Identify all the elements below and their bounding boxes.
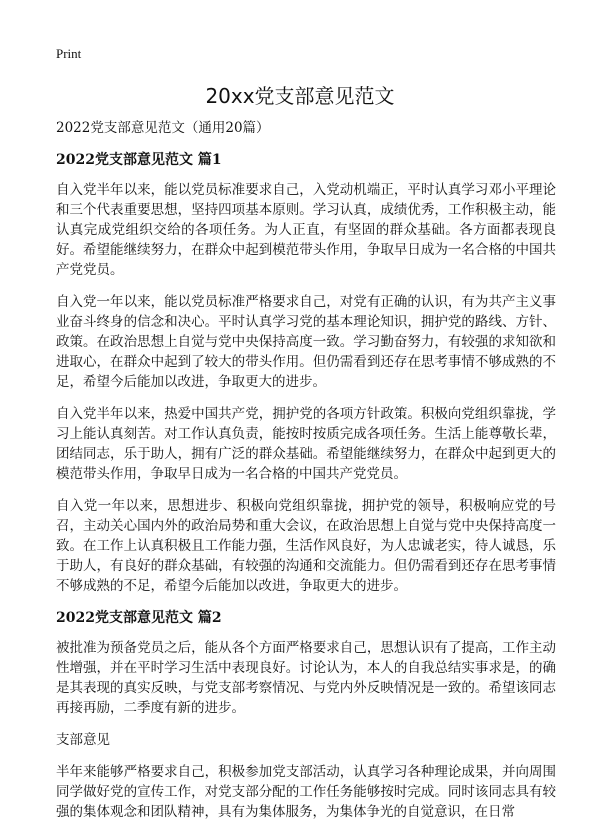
branch-opinion-label: 支部意见 bbox=[56, 732, 110, 748]
section-1-paragraph: 自入党一年以来，思想进步、积极向党组织靠拢，拥护党的领导，积极响应党的号召，主动关心国内外的政治局势和重大会议，在政治思想上自觉与党中央保持高度一致。在工作上认真积极且工作能力强，生活作风良好，为人忠诚老实，待人诚恳，乐于助人，有良好的群众基础，有较强的沟通和交流能力。但仍需看到还存在思考事情不够成熟的不足，希望今后能加以改进，争取更大的进步。 bbox=[56, 498, 556, 594]
document-title: 20xx党支部意见范文 bbox=[205, 84, 395, 108]
document-subtitle: 2022党支部意见范文（通用20篇） bbox=[56, 120, 270, 136]
section-1-paragraph: 自入党半年以来，能以党员标准要求自己，入党动机端正，平时认真学习邓小平理论和三个代表重要思想，坚持四项基本原则。学习认真，成绩优秀，工作积极主动，能认真完成党组织交给的各项任务。为人正直，有坚固的群众基础。各方面都表现良好。希望能继续努力，在群众中起到模范带头作用，争取早日成为一名合格的中国共产党党员。 bbox=[56, 182, 556, 278]
section-1-paragraph: 自入党一年以来，能以党员标准严格要求自己，对党有正确的认识，有为共产主义事业奋斗终身的信念和决心。平时认真学习党的基本理论知识，拥护党的路线、方针、政策。在政治思想上自觉与党中央保持高度一致。学习勤奋努力，有较强的求知欲和进取心，在群众中起到了较大的带头作用。但仍需看到还存在思考事情不够成熟的不足，希望今后能加以改进，争取更大的进步。 bbox=[56, 294, 556, 390]
section-2-heading: 2022党支部意见范文 篇2 bbox=[56, 610, 222, 626]
section-1-heading: 2022党支部意见范文 篇1 bbox=[56, 152, 222, 168]
section-2-paragraph: 被批准为预备党员之后，能从各个方面严格要求自己，思想认识有了提高，工作主动性增强，并在平时学习生活中表现良好。讨论认为，本人的自我总结实事求是，的确是其表现的真实反映，与党支部考察情况、与党内外反映情况是一致的。希望该同志再接再励，二季度有新的进步。 bbox=[56, 640, 556, 716]
print-link[interactable]: Print bbox=[56, 46, 82, 61]
section-2-paragraph: 半年来能够严格要求自己，积极参加党支部活动，认真学习各种理论成果，并向周围同学做好党的宣传工作，对党支部分配的工作任务能够按时完成。同时该同志具有较强的集体观念和团队精神，具有为集体服务，为集体争光的自觉意识，在日常 bbox=[56, 764, 556, 820]
document-body bbox=[56, 118, 556, 834]
section-1-paragraph: 自入党半年以来，热爱中国共产党，拥护党的各项方针政策。积极向党组织靠拢，学习上能认真刻苦。对工作认真负责，能按时按质完成各项任务。生活上能尊敬长辈，团结同志，乐于助人，拥有广泛的群众基础。希望能继续努力，在群众中起到更大的模范带头作用，争取早日成为一名合格的中国共产党党员。 bbox=[56, 406, 556, 482]
